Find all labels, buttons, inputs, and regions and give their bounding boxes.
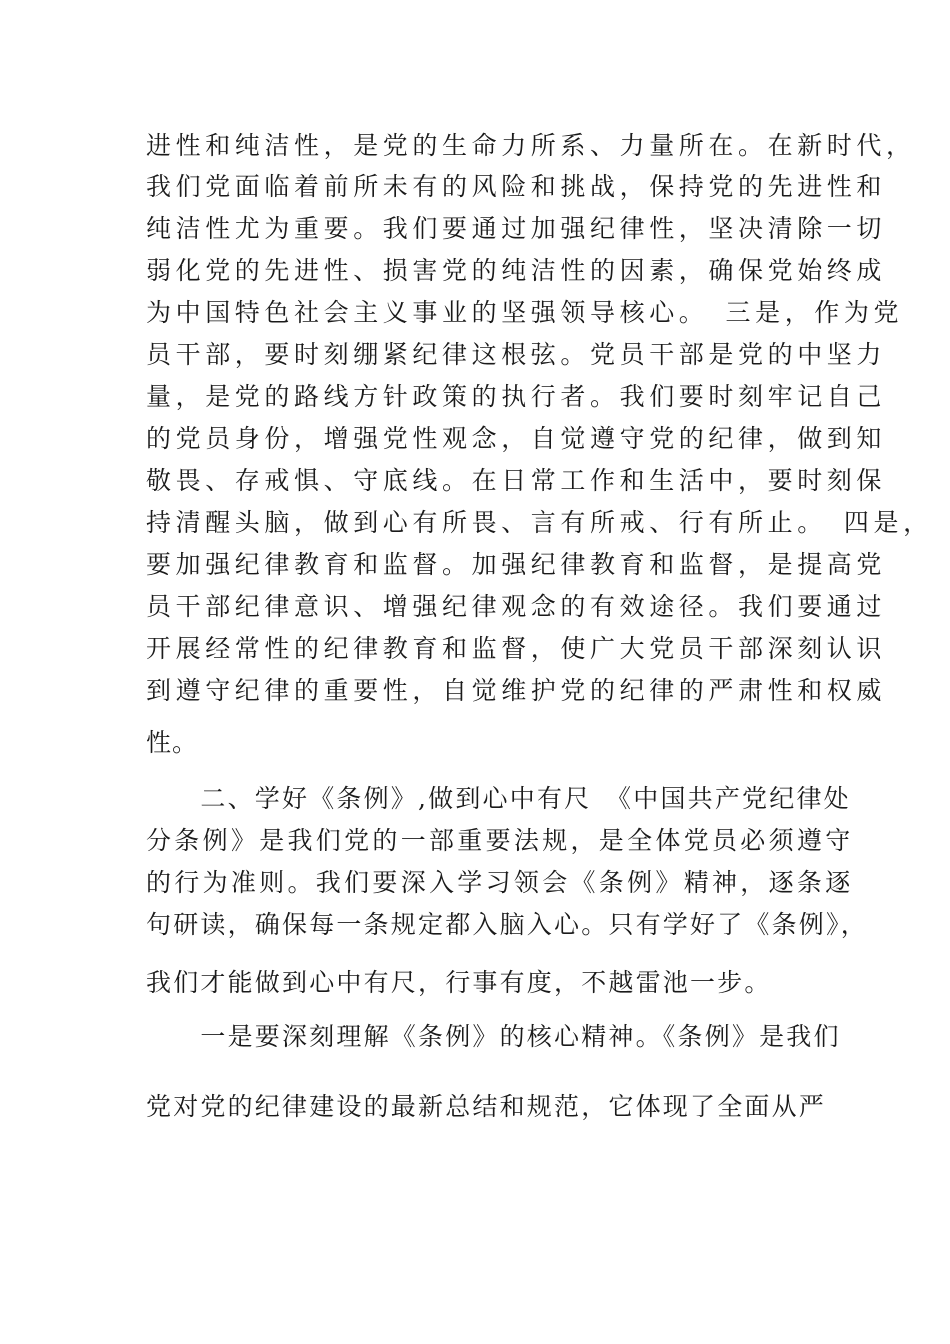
text-line-13: 开展经常性的纪律教育和监督，使广大党员干部深刻认识 bbox=[146, 634, 887, 663]
text-line-6: 员干部，要时刻绷紧纪律这根弦。党员干部是党的中坚力 bbox=[146, 340, 887, 369]
text-line-12: 员干部纪律意识、增强纪律观念的有效途径。我们要通过 bbox=[146, 592, 887, 621]
text-line-20: 我们才能做到心中有尺，行事有度，不越雷池一步。 bbox=[146, 968, 772, 997]
text-line-19: 句研读，确保每一条规定都入脑入心。只有学好了《条例》， bbox=[146, 910, 868, 939]
text-line-3: 纯洁性尤为重要。我们要通过加强纪律性，坚决清除一切 bbox=[146, 214, 887, 243]
text-line-11: 要加强纪律教育和监督。加强纪律教育和监督，是提高党 bbox=[146, 550, 887, 579]
text-line-4: 弱化党的先进性、损害党的纯洁性的因素，确保党始终成 bbox=[146, 256, 887, 285]
text-line-17: 分条例》是我们党的一部重要法规，是全体党员必须遵守 bbox=[146, 826, 854, 855]
text-line-16: 二、学好《条例》,做到心中有尺 《中国共产党纪律处 bbox=[146, 784, 851, 813]
text-line-15: 性。 bbox=[146, 728, 199, 757]
text-line-22: 党对党的纪律建设的最新总结和规范，它体现了全面从严 bbox=[146, 1092, 827, 1121]
text-line-7: 量，是党的路线方针政策的执行者。我们要时刻牢记自己 bbox=[146, 382, 887, 411]
text-line-14: 到遵守纪律的重要性，自觉维护党的纪律的严肃性和权威 bbox=[146, 676, 887, 705]
text-line-5: 为中国特色社会主义事业的坚强领导核心。 三是，作为党 bbox=[146, 298, 904, 327]
text-line-2: 我们党面临着前所未有的风险和挑战，保持党的先进性和 bbox=[146, 172, 887, 201]
text-line-10: 持清醒头脑，做到心有所畏、言有所戒、行有所止。 四是， bbox=[146, 508, 933, 537]
text-line-1: 进性和纯洁性，是党的生命力所系、力量所在。在新时代， bbox=[146, 131, 916, 160]
text-line-18: 的行为准则。我们要深入学习领会《条例》精神，逐条逐 bbox=[146, 868, 854, 897]
text-line-8: 的党员身份，增强党性观念，自觉遵守党的纪律，做到知 bbox=[146, 424, 887, 453]
text-line-21: 一是要深刻理解《条例》的核心精神。《条例》是我们 bbox=[146, 1022, 841, 1051]
text-line-9: 敬畏、存戒惧、守底线。在日常工作和生活中，要时刻保 bbox=[146, 466, 887, 495]
